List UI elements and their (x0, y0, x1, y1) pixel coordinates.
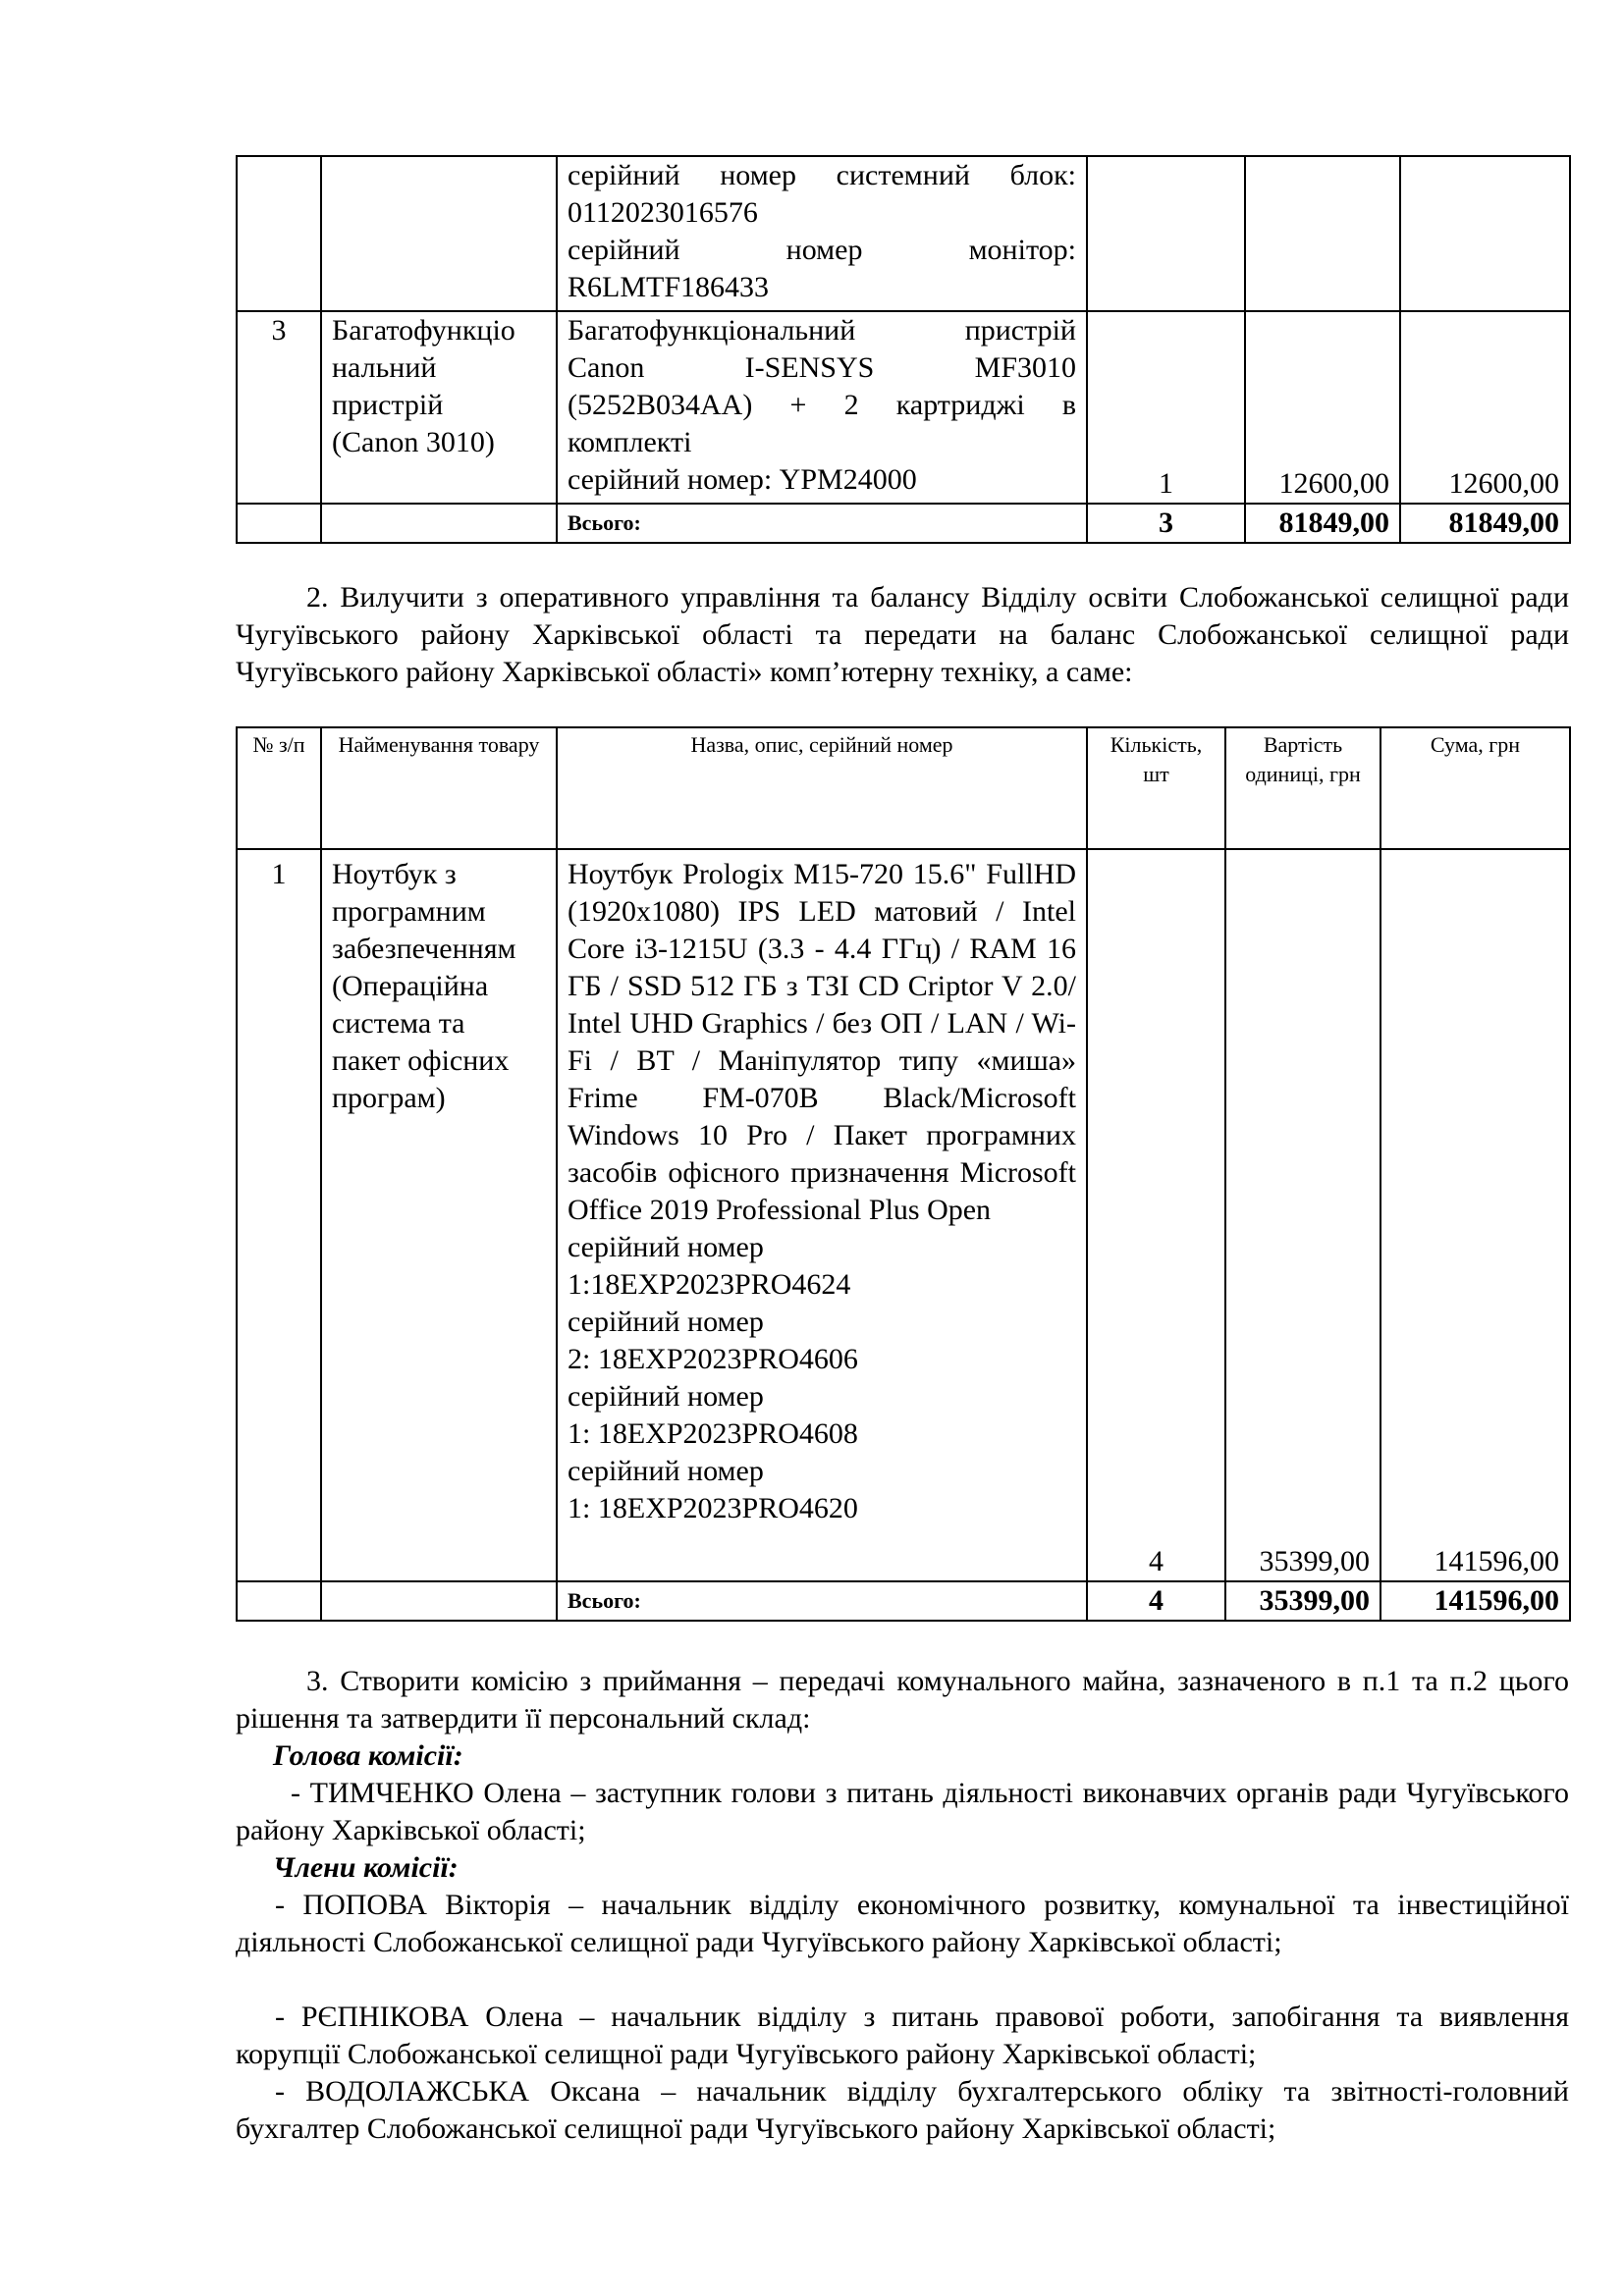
name-line: нальний (332, 351, 437, 384)
desc-line: серійний номер системний блок: (568, 159, 1076, 191)
serial-line: 1: 18EXP2023PRO4620 (568, 1492, 858, 1524)
name-line: система та (332, 1007, 465, 1040)
table-row (237, 156, 1570, 311)
header-unit-price: Вартість одиниці, грн (1225, 727, 1380, 849)
paragraph-3: 3. Створити комісію з приймання – передачі комунального майна, зазначеного в п.1 та п.2 цього рішення та затвердити її персональний склад: (236, 1665, 1569, 1735)
table-header-row (237, 727, 1570, 849)
desc-line: (5252B034AA) + 2 картриджі в (568, 389, 1076, 421)
commission-head-member: - ТИМЧЕНКО Олена – заступник голови з питань діяльності виконавчих органів ради Чугуївського району Харківської області; (236, 1777, 1569, 1846)
table-cell (1245, 156, 1400, 311)
item-description (557, 311, 1087, 504)
table-cell (1087, 156, 1245, 311)
row-number: 3 (237, 311, 321, 504)
header-quantity: Кількість, шт (1087, 727, 1225, 849)
desc-text: Ноутбук Prologix M15-720 15.6" FullHD (1920x1080) IPS LED матовий / Intel Core i3-1215U (3.3 - 4.4 ГГц) / RAM 16 ГБ / SSD 512 ГБ з ТЗІ CD Criptor V 2.0/ Intel UHD Graphics / без ОП / LAN / Wi-Fi / BT / Маніпулятор типу «миша» Frime FM-070B Black/Microsoft Windows 10 Pro / Пакет програмних засобів офісного призначення Microsoft Office 2019 Professional Plus Open (568, 858, 1076, 1226)
commission-head-title: Голова комісії: (273, 1739, 463, 1772)
serial-line: серійний номер (568, 1455, 764, 1487)
serial-line: серійний номер (568, 1306, 764, 1338)
table-cell (237, 504, 321, 543)
name-line: програм) (332, 1082, 446, 1114)
desc-line: R6LMTF186433 (568, 271, 770, 303)
paragraph-2: 2. Вилучити з оперативного управління та балансу Відділу освіти Слобожанської селищної ради Чугуївського району Харківської області та передати на баланс Слобожанської селищної ради Чугуївського району Харківської області» комп’ютерну техніку, а саме: (236, 581, 1569, 688)
name-line: Багатофункціо (332, 314, 515, 347)
total-label: Всього: (557, 1581, 1087, 1621)
table-cell (237, 156, 321, 311)
desc-line: 0112023016576 (568, 196, 758, 229)
total-sum: 81849,00 (1400, 504, 1570, 543)
header-description: Назва, опис, серійний номер (557, 727, 1087, 849)
header-name: Найменування товару (321, 727, 557, 849)
name-line: пристрій (332, 389, 444, 421)
total-unit-price: 81849,00 (1245, 504, 1400, 543)
equipment-table-1 (236, 155, 1571, 544)
item-quantity: 1 (1087, 311, 1245, 504)
desc-line: серійний номер: YPM24000 (568, 463, 917, 496)
table-total-row (237, 504, 1570, 543)
item-name (321, 849, 557, 1581)
total-quantity: 4 (1087, 1581, 1225, 1621)
table-cell (321, 156, 557, 311)
name-line: програмним (332, 895, 486, 928)
table-row (237, 849, 1570, 1581)
commission-member-2: - РЄПНІКОВА Олена – начальник відділу з питань правової роботи, запобігання та виявлення корупції Слобожанської селищної ради Чугуївського району Харківської області; (236, 2001, 1569, 2070)
serial-line: серійний номер (568, 1231, 764, 1263)
table-total-row (237, 1581, 1570, 1621)
row-number: 1 (237, 849, 321, 1581)
table-cell (321, 1581, 557, 1621)
desc-line: серійний номер монітор: (568, 234, 1076, 266)
commission-member-1: - ПОПОВА Вікторія – начальник відділу економічного розвитку, комунальної та інвестиційної діяльності Слобожанської селищної ради Чугуївського району Харківської області; (236, 1889, 1569, 1958)
desc-line: комплекті (568, 426, 692, 458)
name-line: (Операційна (332, 970, 489, 1002)
total-sum: 141596,00 (1380, 1581, 1570, 1621)
item-description (557, 156, 1087, 311)
name-line: (Canon 3010) (332, 426, 495, 458)
total-quantity: 3 (1087, 504, 1245, 543)
serial-line: 1:18EXP2023PRO4624 (568, 1268, 851, 1301)
name-line: пакет офісних (332, 1044, 510, 1077)
name-line: Ноутбук з (332, 858, 457, 890)
item-quantity: 4 (1087, 849, 1225, 1581)
total-unit-price: 35399,00 (1225, 1581, 1380, 1621)
commission-members-title: Члени комісії: (273, 1851, 459, 1884)
serial-line: 2: 18EXP2023PRO4606 (568, 1343, 858, 1375)
item-sum: 12600,00 (1400, 311, 1570, 504)
table-row (237, 311, 1570, 504)
name-line: забезпеченням (332, 933, 516, 965)
table-cell (321, 504, 557, 543)
equipment-table-2 (236, 726, 1571, 1622)
item-unit-price: 35399,00 (1225, 849, 1380, 1581)
table-cell (237, 1581, 321, 1621)
item-description (557, 849, 1087, 1581)
item-sum: 141596,00 (1380, 849, 1570, 1581)
item-name (321, 311, 557, 504)
header-num: № з/п (237, 727, 321, 849)
table-cell (1400, 156, 1570, 311)
serial-line: 1: 18EXP2023PRO4608 (568, 1417, 858, 1450)
item-unit-price: 12600,00 (1245, 311, 1400, 504)
desc-line: Багатофункціональний пристрій (568, 314, 1076, 347)
total-label: Всього: (557, 504, 1087, 543)
desc-line: Canon I-SENSYS MF3010 (568, 351, 1076, 384)
serial-line: серійний номер (568, 1380, 764, 1413)
header-sum: Сума, грн (1380, 727, 1570, 849)
commission-member-3: - ВОДОЛАЖСЬКА Оксана – начальник відділу бухгалтерського обліку та звітності-головний бухгалтер Слобожанської селищної ради Чугуївського району Харківської області; (236, 2075, 1569, 2145)
